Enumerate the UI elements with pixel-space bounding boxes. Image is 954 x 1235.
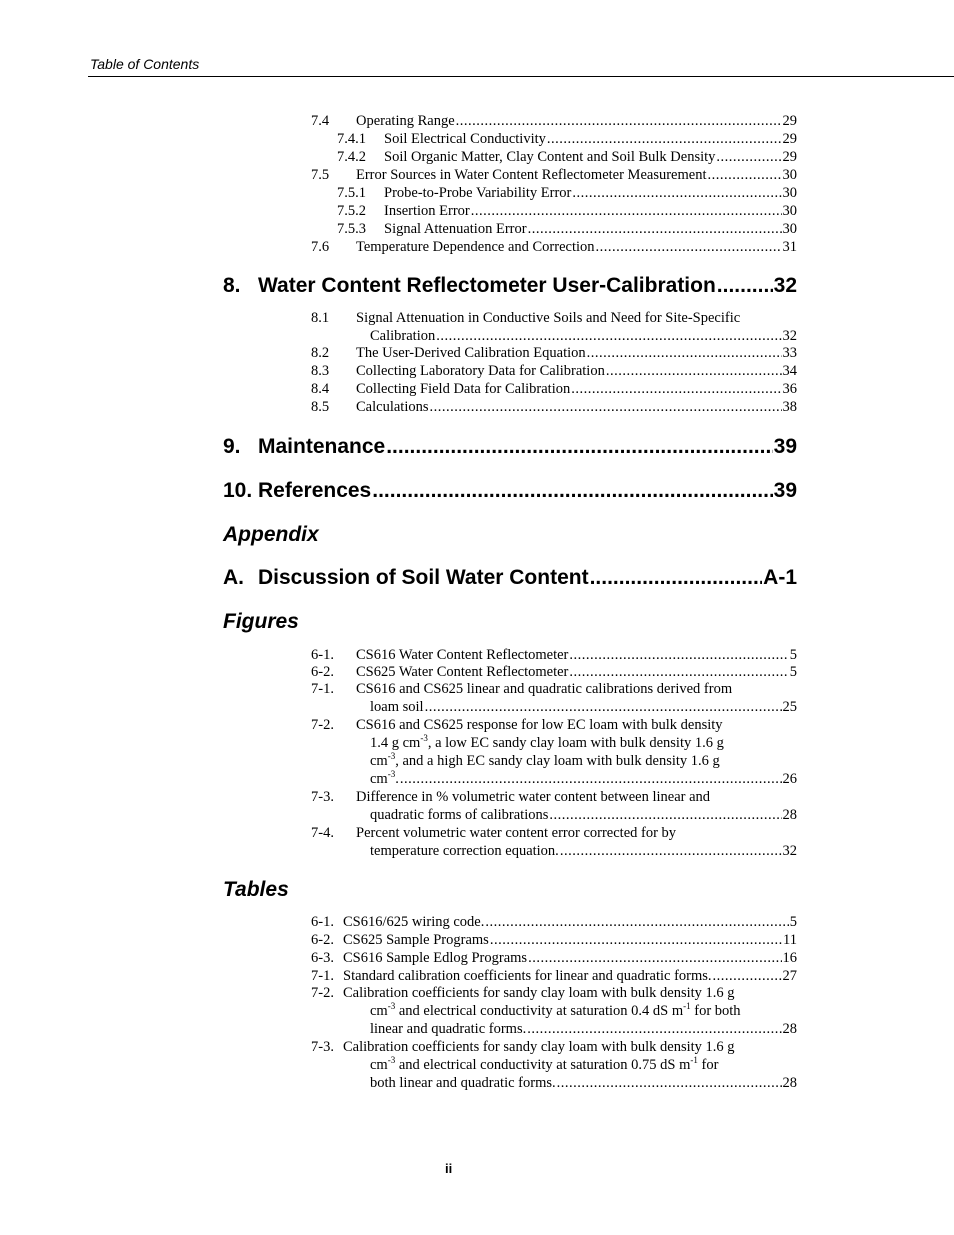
figure-entry[interactable] xyxy=(0,646,954,664)
table-entry[interactable] xyxy=(0,984,954,1002)
entry-number: 6-2. xyxy=(311,664,334,680)
dot-leader xyxy=(572,184,781,202)
entry-page: 32 xyxy=(782,328,797,344)
toc-entry[interactable] xyxy=(0,202,954,220)
entry-title: The User-Derived Calibration Equation xyxy=(356,345,586,361)
table-entry[interactable] xyxy=(0,931,954,949)
chapter-heading[interactable] xyxy=(258,274,797,298)
dot-leader xyxy=(372,479,772,503)
figures-heading: Figures xyxy=(223,610,299,633)
toc-entry[interactable] xyxy=(0,380,954,398)
entry-page: 25 xyxy=(782,699,797,715)
entry-page: 38 xyxy=(782,399,797,415)
entry-title: both linear and quadratic forms. xyxy=(370,1075,556,1091)
dot-leader xyxy=(569,663,788,681)
entry-title: CS625 Water Content Reflectometer xyxy=(356,664,569,680)
dot-leader xyxy=(590,566,763,590)
entry-number: 7.4 xyxy=(311,113,330,129)
entry-title: CS616 Sample Edlog Programs xyxy=(343,950,528,966)
entry-page: 5 xyxy=(789,647,797,663)
entry-title: temperature correction equation. xyxy=(370,843,559,859)
chapter-number: 9. xyxy=(223,435,241,458)
running-header: Table of Contents xyxy=(90,56,200,72)
dot-leader xyxy=(713,967,782,985)
entry-page: 30 xyxy=(782,221,797,237)
entry-number: 7.5.3 xyxy=(337,221,366,237)
chapter-number: A. xyxy=(223,566,244,589)
chapter-heading[interactable] xyxy=(258,435,797,459)
entry-page: 28 xyxy=(782,807,797,823)
entry-title: Probe-to-Probe Variability Error xyxy=(384,185,572,201)
entry-page: 27 xyxy=(782,968,797,984)
dot-leader xyxy=(560,842,782,860)
toc-entry[interactable] xyxy=(0,398,954,416)
entry-number: 6-1. xyxy=(311,914,334,930)
entry-title-line: 1.4 g $cm^{-3}$, a low EC sandy clay loam with bulk density 1.6 g xyxy=(370,733,724,751)
dot-leader xyxy=(528,220,782,238)
entry-title-line: Calibration coefficients for sandy clay loam with bulk density 1.6 g xyxy=(343,1039,735,1055)
dot-leader xyxy=(436,327,781,345)
entry-title: $cm^{-3}$. xyxy=(370,769,399,787)
chapter-heading[interactable] xyxy=(258,479,797,503)
entry-title-line: $cm^{-3}$ and electrical conductivity at saturation 0.75 dS $m^{-1}$ for xyxy=(370,1055,719,1073)
page-number: ii xyxy=(445,1161,453,1176)
chapter-title: Discussion of Soil Water Content xyxy=(258,566,589,589)
entry-title-line: CS616 and CS625 linear and quadratic calibrations derived from xyxy=(356,681,733,697)
entry-page: 32 xyxy=(782,843,797,859)
dot-leader xyxy=(716,148,781,166)
dot-leader xyxy=(400,770,782,788)
entry-page: 33 xyxy=(782,345,797,361)
entry-number: 8.3 xyxy=(311,363,330,379)
figure-entry-continuation[interactable] xyxy=(0,734,954,752)
entry-page: 29 xyxy=(782,113,797,129)
entry-number: 8.5 xyxy=(311,399,330,415)
table-entry[interactable] xyxy=(0,967,954,985)
dot-leader xyxy=(425,698,782,716)
entry-title-line: Difference in % volumetric water content between linear and xyxy=(356,789,711,805)
figure-entry-continuation[interactable] xyxy=(0,842,954,860)
entry-number: 7-1. xyxy=(311,681,334,697)
dot-leader xyxy=(571,380,781,398)
toc-entry[interactable] xyxy=(0,184,954,202)
toc-entry[interactable] xyxy=(0,148,954,166)
entry-page: 11 xyxy=(783,932,797,948)
figure-entry-continuation[interactable] xyxy=(0,698,954,716)
dot-leader xyxy=(430,398,782,416)
header-rule xyxy=(88,76,954,77)
table-entry[interactable] xyxy=(0,1038,954,1056)
dot-leader xyxy=(569,646,788,664)
dot-leader xyxy=(386,435,772,459)
figure-entry[interactable] xyxy=(0,716,954,734)
table-entry-continuation[interactable] xyxy=(0,1002,954,1020)
dot-leader xyxy=(596,238,782,256)
entry-title: CS616/625 wiring code. xyxy=(343,914,485,930)
appendix-heading: Appendix xyxy=(223,523,319,546)
table-entry[interactable] xyxy=(0,913,954,931)
chapter-page: 39 xyxy=(773,479,797,502)
dot-leader xyxy=(528,949,781,967)
entry-title: Soil Organic Matter, Clay Content and Soil Bulk Density xyxy=(384,149,716,165)
entry-title-line: $cm^{-3}$, and a high EC sandy clay loam with bulk density 1.6 g xyxy=(370,751,720,769)
entry-title: Error Sources in Water Content Reflectometer Measurement xyxy=(356,167,707,183)
chapter-title: Maintenance xyxy=(258,435,386,458)
entry-title: Operating Range xyxy=(356,113,455,129)
entry-title-line: Calibration coefficients for sandy clay loam with bulk density 1.6 g xyxy=(343,985,735,1001)
entry-page: 31 xyxy=(782,239,797,255)
entry-number: 7-3. xyxy=(311,789,334,805)
entry-title: Soil Electrical Conductivity xyxy=(384,131,546,147)
chapter-number: 10. xyxy=(223,479,253,502)
chapter-heading[interactable] xyxy=(258,566,797,590)
dot-leader xyxy=(490,931,782,949)
toc-entry[interactable] xyxy=(0,220,954,238)
entry-number: 7-4. xyxy=(311,825,334,841)
entry-page: 28 xyxy=(782,1075,797,1091)
figure-entry-continuation[interactable] xyxy=(0,770,954,788)
entry-title: linear and quadratic forms. xyxy=(370,1021,527,1037)
table-entry-continuation[interactable] xyxy=(0,1074,954,1092)
dot-leader xyxy=(547,130,782,148)
figure-entry-continuation[interactable] xyxy=(0,806,954,824)
figure-entry[interactable] xyxy=(0,663,954,681)
toc-entry[interactable] xyxy=(0,130,954,148)
figure-entry-continuation[interactable] xyxy=(0,752,954,770)
entry-title-line: Percent volumetric water content error corrected for by xyxy=(356,825,677,841)
entry-number: 7.5 xyxy=(311,167,330,183)
dot-leader xyxy=(549,806,781,824)
chapter-number: 8. xyxy=(223,274,241,297)
dot-leader xyxy=(587,344,782,362)
entry-number: 7.4.1 xyxy=(337,131,366,147)
entry-page: 5 xyxy=(789,914,797,930)
entry-page: 29 xyxy=(782,149,797,165)
entry-title-line: $cm^{-3}$ and electrical conductivity at saturation 0.4 dS $m^{-1}$ for both xyxy=(370,1001,741,1019)
entry-title: Signal Attenuation Error xyxy=(384,221,527,237)
toc-entry[interactable] xyxy=(0,344,954,362)
entry-number: 7.4.2 xyxy=(337,149,366,165)
entry-page: 34 xyxy=(782,363,797,379)
entry-page: 30 xyxy=(782,167,797,183)
dot-leader xyxy=(527,1020,781,1038)
entry-title: Temperature Dependence and Correction xyxy=(356,239,595,255)
entry-page: 28 xyxy=(782,1021,797,1037)
entry-number: 7.5.2 xyxy=(337,203,366,219)
entry-title: quadratic forms of calibrations xyxy=(370,807,549,823)
chapter-page: A-1 xyxy=(763,566,797,589)
entry-page: 36 xyxy=(782,381,797,397)
entry-page: 5 xyxy=(789,664,797,680)
entry-title: Calculations xyxy=(356,399,429,415)
entry-page: 29 xyxy=(782,131,797,147)
figure-entry[interactable] xyxy=(0,824,954,842)
entry-number: 7-2. xyxy=(311,985,334,1001)
figure-entry[interactable] xyxy=(0,788,954,806)
toc-entry[interactable] xyxy=(0,362,954,380)
entry-number: 6-2. xyxy=(311,932,334,948)
toc-entry[interactable] xyxy=(0,238,954,256)
entry-title: Standard calibration coefficients for linear and quadratic forms. xyxy=(343,968,712,984)
dot-leader xyxy=(707,166,781,184)
tables-heading: Tables xyxy=(223,878,289,901)
entry-number: 8.1 xyxy=(311,310,330,326)
entry-number: 8.2 xyxy=(311,345,330,361)
entry-number: 8.4 xyxy=(311,381,330,397)
chapter-page: 39 xyxy=(773,435,797,458)
entry-number: 6-1. xyxy=(311,647,334,663)
chapter-title: Water Content Reflectometer User-Calibration xyxy=(258,274,716,297)
entry-page: 16 xyxy=(782,950,797,966)
entry-title: Insertion Error xyxy=(384,203,470,219)
entry-number: 7-1. xyxy=(311,968,334,984)
table-entry[interactable] xyxy=(0,949,954,967)
table-entry-continuation[interactable] xyxy=(0,1020,954,1038)
entry-title-line: CS616 and CS625 response for low EC loam with bulk density xyxy=(356,717,723,733)
entry-title: CS625 Sample Programs xyxy=(343,932,489,948)
entry-number: 7.6 xyxy=(311,239,330,255)
toc-entry[interactable] xyxy=(0,309,954,327)
toc-entry[interactable] xyxy=(0,112,954,130)
dot-leader xyxy=(485,913,788,931)
entry-page: 30 xyxy=(782,185,797,201)
table-entry-continuation[interactable] xyxy=(0,1056,954,1074)
dot-leader xyxy=(717,274,773,298)
entry-title-line: Signal Attenuation in Conductive Soils and Need for Site-Specific xyxy=(356,310,741,326)
entry-title: CS616 Water Content Reflectometer xyxy=(356,647,569,663)
dot-leader xyxy=(456,112,782,130)
entry-title: Collecting Laboratory Data for Calibration xyxy=(356,363,605,379)
entry-page: 30 xyxy=(782,203,797,219)
dot-leader xyxy=(606,362,782,380)
entry-number: 6-3. xyxy=(311,950,334,966)
dot-leader xyxy=(557,1074,782,1092)
entry-number: 7-2. xyxy=(311,717,334,733)
entry-page: 26 xyxy=(782,771,797,787)
entry-number: 7-3. xyxy=(311,1039,334,1055)
toc-entry-continuation[interactable] xyxy=(0,327,954,345)
entry-number: 7.5.1 xyxy=(337,185,366,201)
entry-title: loam soil xyxy=(370,699,424,715)
chapter-page: 32 xyxy=(773,274,797,297)
entry-title: Calibration xyxy=(370,328,436,344)
dot-leader xyxy=(471,202,782,220)
chapter-title: References xyxy=(258,479,372,502)
entry-title: Collecting Field Data for Calibration xyxy=(356,381,571,397)
toc-entry[interactable] xyxy=(0,166,954,184)
figure-entry[interactable] xyxy=(0,680,954,698)
